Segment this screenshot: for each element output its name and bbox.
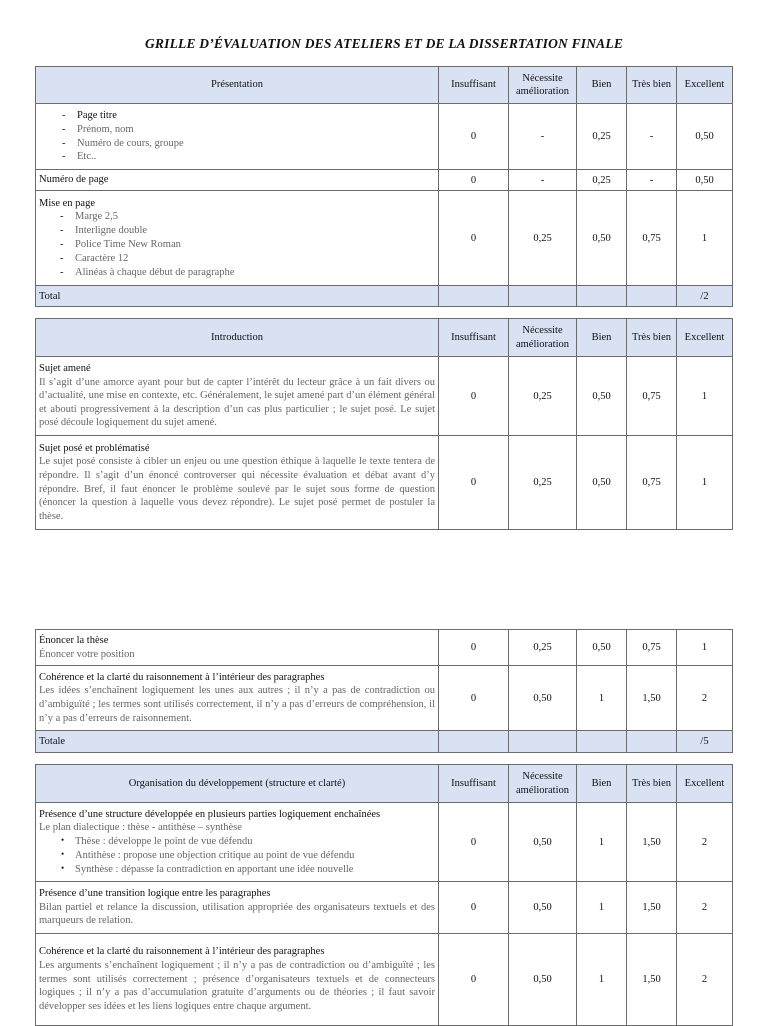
- score-cell: 0,50: [577, 436, 627, 530]
- score-cell: 0: [439, 357, 509, 436]
- score-cell: -: [509, 170, 577, 191]
- criterion-title: Sujet posé et problématisé: [39, 442, 150, 454]
- criterion-title: Cohérence et la clarté du raisonnement à l’intérieur des paragraphes: [39, 671, 325, 683]
- table-row: [36, 934, 733, 1026]
- score-cell: 0,50: [677, 104, 733, 170]
- criterion-description: Les idées s’enchaînent logiquement les unes aux autres ; il n’y a pas de contradiction ou d’ambiguïté ; les termes sont utilisés correctement, il n’y a pas d’erreurs de compréhension, il n’y a pas d’erreurs de raisonnement.: [39, 685, 435, 724]
- introduction-table: [35, 318, 733, 530]
- score-cell: 1: [577, 666, 627, 731]
- list-item: - Prénom, nom: [77, 123, 435, 137]
- score-cell: 0,50: [677, 170, 733, 191]
- criterion-cell: [36, 104, 439, 170]
- criterion-description: Bilan partiel et relance la discussion, utilisation appropriée des organisateurs textuels et des marqueurs de relation.: [39, 901, 435, 927]
- score-cell: 0,50: [577, 357, 627, 436]
- total-value: /2: [677, 286, 733, 307]
- criterion-cell: [36, 630, 439, 666]
- score-cell: 2: [677, 934, 733, 1026]
- score-cell: 0: [439, 803, 509, 882]
- level-tres-bien: Très bien: [627, 765, 677, 803]
- score-cell: 0,25: [509, 357, 577, 436]
- list-item: - Etc..: [77, 150, 435, 164]
- score-cell: 0: [439, 666, 509, 731]
- level-insuffisant: Insuffisant: [439, 319, 509, 357]
- total-label: Totale: [36, 731, 439, 753]
- total-row: [36, 731, 733, 753]
- score-cell: -: [627, 104, 677, 170]
- score-cell: 0,50: [509, 934, 577, 1026]
- list-item: • Thèse : développe le point de vue défendu: [75, 835, 435, 849]
- score-cell: 0: [439, 170, 509, 191]
- criterion-cell: [36, 934, 439, 1026]
- list-item: • Synthèse : dépasse la contradiction en apportant une idée nouvelle: [75, 863, 435, 877]
- score-cell: 0: [439, 934, 509, 1026]
- criterion-description: Le plan dialectique : thèse - antithèse – synthèse: [39, 822, 242, 834]
- criterion-cell: [36, 191, 439, 286]
- section-header-organisation: Organisation du développement (structure et clarté): [36, 765, 439, 803]
- score-cell: 0,25: [509, 191, 577, 286]
- level-necessite-amelioration: Nécessite amélioration: [509, 319, 577, 357]
- criterion-title: - Page titre: [77, 109, 435, 123]
- table-row: [36, 357, 733, 436]
- score-cell: 0: [439, 104, 509, 170]
- level-excellent: Excellent: [677, 765, 733, 803]
- score-cell: 1,50: [627, 934, 677, 1026]
- criterion-cell: [36, 357, 439, 436]
- list-item: - Caractère 12: [75, 252, 435, 266]
- score-cell: 2: [677, 666, 733, 731]
- score-cell: 0,25: [509, 630, 577, 666]
- score-cell: 0,25: [577, 170, 627, 191]
- level-insuffisant: Insuffisant: [439, 67, 509, 104]
- criterion-title: Présence d’une structure développée en plusieurs parties logiquement enchaînées: [39, 808, 381, 820]
- score-cell: 1: [577, 803, 627, 882]
- score-cell: 0: [439, 882, 509, 934]
- score-cell: 1: [577, 934, 627, 1026]
- criterion-title: Présence d’une transition logique entre les paragraphes: [39, 888, 271, 900]
- criterion-description: Énoncer votre position: [39, 648, 135, 660]
- score-cell: 0,75: [627, 191, 677, 286]
- criterion-cell: [36, 803, 439, 882]
- score-cell: 0: [439, 436, 509, 530]
- list-item: - Marge 2,5: [75, 210, 435, 224]
- score-cell: 1: [677, 436, 733, 530]
- level-excellent: Excellent: [677, 67, 733, 104]
- level-necessite-amelioration: Nécessite amélioration: [509, 67, 577, 104]
- score-cell: 1: [677, 630, 733, 666]
- score-cell: 1: [577, 882, 627, 934]
- criterion-description: Les arguments s’enchaînent logiquement ; il n’y a pas de contradiction ou d’ambiguïté ; les termes sont utilisés correctement ; présence d’organisateurs textuels et de connecteurs logiques ; il n’y a pas d’accumulation gratuite d’arguments ou de théories ; il faut savoir développer ses idées et les liens logiques entre chaque argument.: [39, 960, 435, 1012]
- criterion-cell: [36, 666, 439, 731]
- organisation-table: [35, 764, 733, 1026]
- level-bien: Bien: [577, 765, 627, 803]
- score-cell: 0,50: [509, 882, 577, 934]
- score-cell: 0,50: [509, 803, 577, 882]
- total-row: [36, 286, 733, 307]
- total-value: /5: [677, 731, 733, 753]
- score-cell: 2: [677, 803, 733, 882]
- table-row: [36, 170, 733, 191]
- score-cell: 0,75: [627, 436, 677, 530]
- level-bien: Bien: [577, 67, 627, 104]
- list-item: - Alinéas à chaque début de paragraphe: [75, 266, 435, 280]
- introduction-continued-table: [35, 629, 733, 753]
- score-cell: 0,50: [577, 191, 627, 286]
- score-cell: -: [627, 170, 677, 191]
- criterion-description: Il s’agit d’une amorce ayant pour but de capter l’intérêt du lecteur grâce à un fait divers ou d’actualité, une mise en contexte, etc. Généralement, le sujet amené part d’un élément général et abouti progressivement à la description d’un cas plus particulier ; le sujet posé. Le sujet posé découle logiquement du sujet amené.: [39, 376, 435, 429]
- table-row: [36, 191, 733, 286]
- criterion-title: Cohérence et la clarté du raisonnement à l’intérieur des paragraphes: [39, 946, 325, 958]
- criterion-cell: [36, 882, 439, 934]
- list-item: • Antithèse : propose une objection critique au point de vue défendu: [75, 849, 435, 863]
- list-item: - Numéro de cours, groupe: [77, 137, 435, 151]
- score-cell: 0,50: [509, 666, 577, 731]
- score-cell: 1,50: [627, 882, 677, 934]
- criterion-description: Le sujet posé consiste à cibler un enjeu ou une question éthique à laquelle le texte tentera de répondre. Il s’agit d’un énoncé controverser qui nécessite évaluation et débat avant d’y répondre. Bref, il faut énoncer le problème soulevé par le sujet sous forme de question (énoncer la question à laquelle vous devez répondre). Le sujet posé permet de postuler la thèse.: [39, 456, 435, 522]
- table-row: [36, 882, 733, 934]
- score-cell: 0,50: [577, 630, 627, 666]
- criterion-title: Sujet amené: [39, 362, 91, 374]
- document-title: GRILLE D’ÉVALUATION DES ATELIERS ET DE LA DISSERTATION FINALE: [144, 36, 624, 51]
- section-header-introduction: Introduction: [36, 319, 439, 357]
- score-cell: 1: [677, 191, 733, 286]
- table-row: [36, 436, 733, 530]
- presentation-table: [35, 66, 733, 307]
- score-cell: 0: [439, 630, 509, 666]
- level-insuffisant: Insuffisant: [439, 765, 509, 803]
- table-row: [36, 666, 733, 731]
- criterion-title: Numéro de page: [36, 170, 439, 191]
- criterion-cell: [36, 436, 439, 530]
- list-item: - Interligne double: [75, 224, 435, 238]
- criterion-title: Énoncer la thèse: [39, 634, 109, 646]
- section-header-presentation: Présentation: [36, 67, 439, 104]
- score-cell: -: [509, 104, 577, 170]
- list-item: - Police Time New Roman: [75, 238, 435, 252]
- total-label: Total: [36, 286, 439, 307]
- score-cell: 2: [677, 882, 733, 934]
- score-cell: 0,75: [627, 630, 677, 666]
- table-row: [36, 104, 733, 170]
- score-cell: 1: [677, 357, 733, 436]
- score-cell: 1,50: [627, 803, 677, 882]
- level-tres-bien: Très bien: [627, 319, 677, 357]
- score-cell: 0,25: [509, 436, 577, 530]
- criterion-title: Mise en page: [39, 197, 95, 209]
- table-row: [36, 803, 733, 882]
- score-cell: 1,50: [627, 666, 677, 731]
- level-necessite-amelioration: Nécessite amélioration: [509, 765, 577, 803]
- level-excellent: Excellent: [677, 319, 733, 357]
- score-cell: 0,75: [627, 357, 677, 436]
- level-tres-bien: Très bien: [627, 67, 677, 104]
- score-cell: 0,25: [577, 104, 627, 170]
- table-row: [36, 630, 733, 666]
- score-cell: 0: [439, 191, 509, 286]
- level-bien: Bien: [577, 319, 627, 357]
